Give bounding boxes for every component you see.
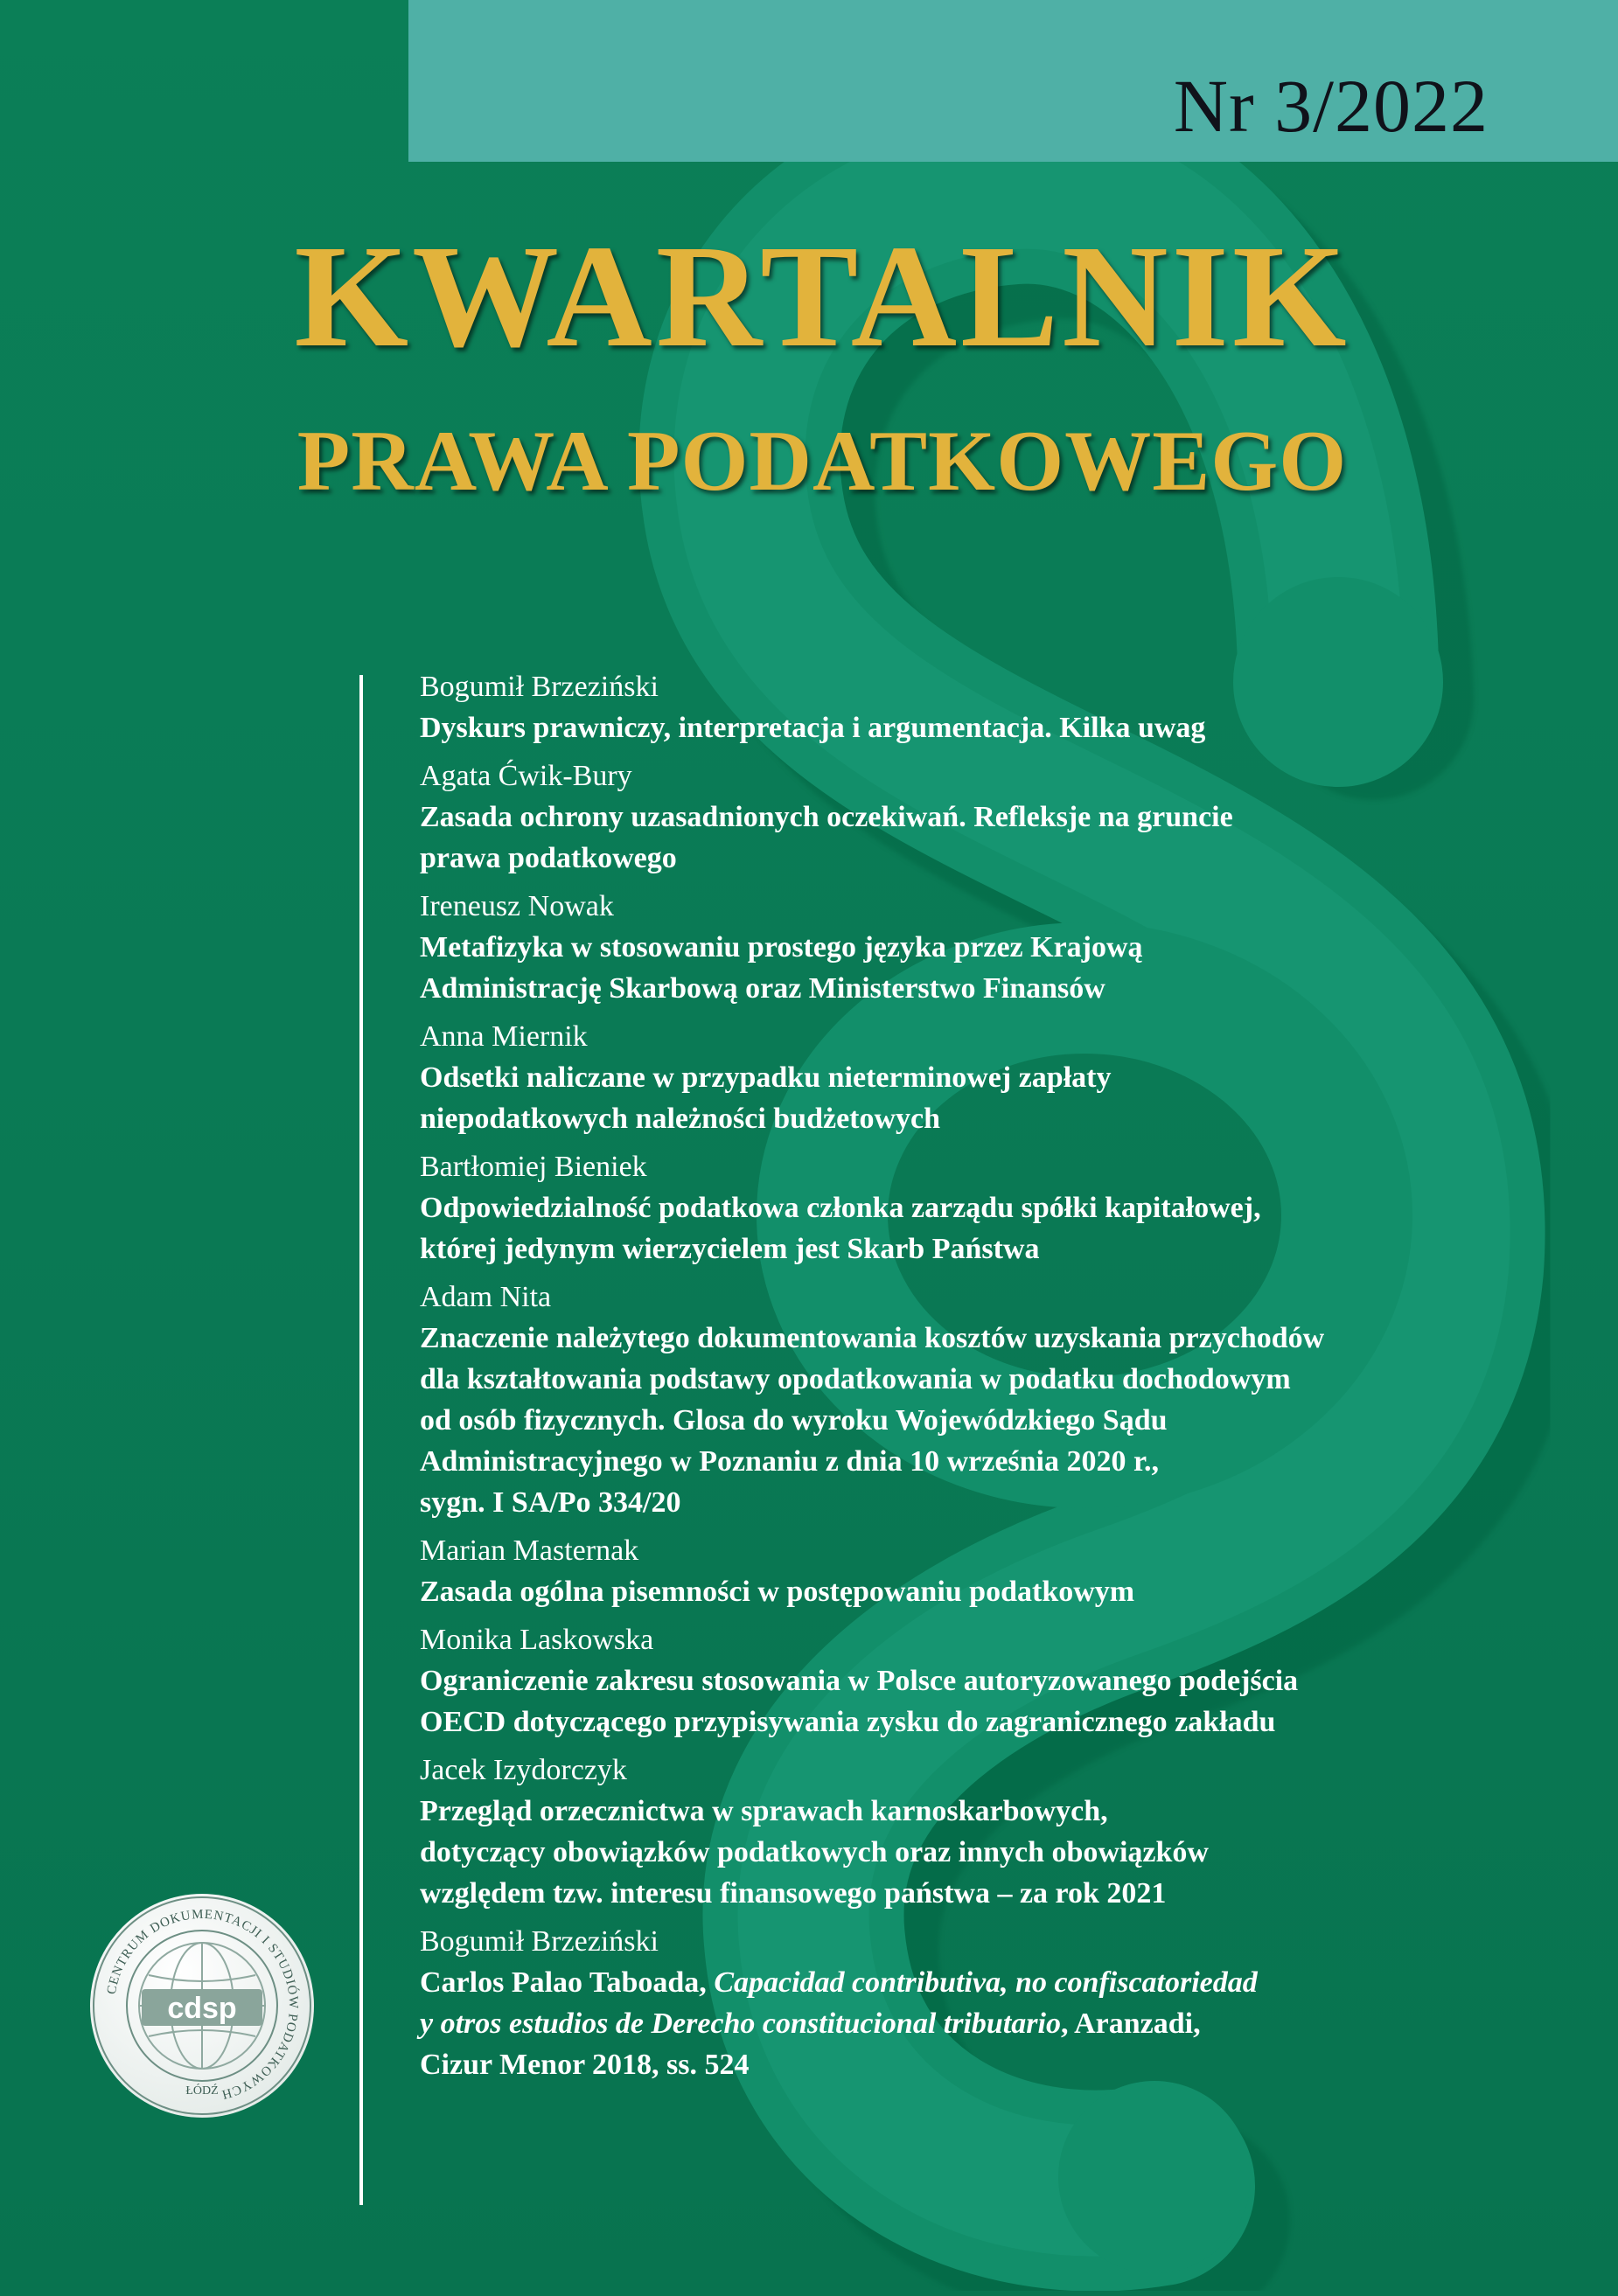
entry-author: Ireneusz Nowak xyxy=(420,890,614,922)
contents-entry xyxy=(420,1750,1557,1914)
issue-number: Nr 3/2022 xyxy=(1173,64,1489,148)
entry-title-line: niepodatkowych należności budżetowych xyxy=(420,1103,941,1135)
seal-ring-text: CENTRUM DOKUMENTACJI I STUDIÓW PODATKOWYCH xyxy=(104,1907,301,2102)
entry-title xyxy=(420,1187,1557,1270)
review-publisher: , Aranzadi, xyxy=(1060,2007,1201,2040)
entry-title-line: względem tzw. interesu finansowego państwa – za rok 2021 xyxy=(420,1877,1167,1910)
entry-title xyxy=(420,1962,1557,2085)
cdsp-seal-icon xyxy=(87,1891,317,2120)
entry-title-line: Ograniczenie zakresu stosowania w Polsce autoryzowanego podejścia xyxy=(420,1665,1299,1697)
entry-title-line: Odsetki naliczane w przypadku nieterminowej zapłaty xyxy=(420,1061,1112,1094)
contents-entry xyxy=(420,1016,1557,1139)
entry-title xyxy=(420,1318,1557,1523)
review-book-title-part-1: Capacidad contributiva, no confiscatoriedad xyxy=(714,1966,1258,1999)
entry-title xyxy=(420,927,1557,1009)
contents-entry xyxy=(420,1530,1557,1612)
contents-entry xyxy=(420,755,1557,879)
entry-title-line: dotyczący obowiązków podatkowych oraz innych obowiązków xyxy=(420,1836,1209,1868)
entry-title-line: Zasada ochrony uzasadnionych oczekiwań. Refleksje na gruncie xyxy=(420,801,1233,833)
entry-title-line: Cizur Menor 2018, ss. 524 xyxy=(420,2049,750,2081)
entry-title-line xyxy=(420,1962,1557,2003)
entry-author: Adam Nita xyxy=(420,1281,552,1313)
entry-title-line: Odpowiedzialność podatkowa członka zarządu spółki kapitałowej, xyxy=(420,1192,1261,1224)
entry-title xyxy=(420,1571,1557,1612)
entry-title-line: prawa podatkowego xyxy=(420,842,677,874)
entry-title-line: OECD dotyczącego przypisywania zysku do zagranicznego zakładu xyxy=(420,1706,1276,1738)
table-of-contents xyxy=(420,666,1557,2092)
seal-city: ŁÓDŹ xyxy=(185,2084,219,2098)
entry-author: Jacek Izydorczyk xyxy=(420,1754,627,1786)
entry-author: Bartłomiej Bieniek xyxy=(420,1151,647,1183)
entry-title-line: Znaczenie należytego dokumentowania kosztów uzyskania przychodów xyxy=(420,1322,1325,1354)
review-entry xyxy=(420,1921,1557,2085)
entry-title-line: Przegląd orzecznictwa w sprawach karnoskarbowych, xyxy=(420,1795,1108,1827)
entry-title-line: Metafizyka w stosowaniu prostego języka przez Krajową xyxy=(420,931,1143,964)
entry-title-line: Administrację Skarbową oraz Ministerstwo Finansów xyxy=(420,972,1105,1005)
entry-title xyxy=(420,1057,1557,1139)
entry-author: Bogumił Brzeziński xyxy=(420,1925,659,1958)
contents-entry xyxy=(420,1277,1557,1523)
review-book-author: Carlos Palao Taboada, xyxy=(420,1966,715,1999)
entry-title-line: której jedynym wierzycielem jest Skarb Państwa xyxy=(420,1233,1040,1265)
entry-author: Bogumił Brzeziński xyxy=(420,671,659,703)
journal-title: KWARTALNIK xyxy=(294,215,1350,378)
entry-author: Agata Ćwik-Bury xyxy=(420,760,632,792)
entry-title-line: Zasada ogólna pisemności w postępowaniu podatkowym xyxy=(420,1576,1135,1608)
review-book-title-part-2: y otros estudios de Derecho constitucional tributario xyxy=(420,2007,1061,2040)
entry-title xyxy=(420,707,1557,748)
entry-title-line: Dyskurs prawniczy, interpretacja i argumentacja. Kilka uwag xyxy=(420,712,1206,744)
contents-entry xyxy=(420,1619,1557,1743)
entry-title-line: dla kształtowania podstawy opodatkowania w podatku dochodowym xyxy=(420,1363,1291,1395)
contents-entry xyxy=(420,666,1557,748)
contents-entry xyxy=(420,886,1557,1009)
entry-title xyxy=(420,797,1557,879)
entry-title-line: sygn. I SA/Po 334/20 xyxy=(420,1486,681,1519)
contents-entry xyxy=(420,1146,1557,1270)
contents-divider xyxy=(359,675,363,2205)
entry-author: Monika Laskowska xyxy=(420,1624,654,1656)
entry-title xyxy=(420,1791,1557,1914)
seal-monogram: cdsp xyxy=(167,1992,237,2025)
entry-title-line: Administracyjnego w Poznaniu z dnia 10 września 2020 r., xyxy=(420,1445,1159,1478)
entry-author: Marian Masternak xyxy=(420,1534,639,1567)
journal-subtitle: PRAWA PODATKOWEGO xyxy=(296,414,1348,509)
entry-title xyxy=(420,1660,1557,1743)
entry-title-line xyxy=(420,2003,1557,2044)
entry-author: Anna Miernik xyxy=(420,1020,588,1053)
entry-title-line: od osób fizycznych. Glosa do wyroku Wojewódzkiego Sądu xyxy=(420,1404,1168,1437)
